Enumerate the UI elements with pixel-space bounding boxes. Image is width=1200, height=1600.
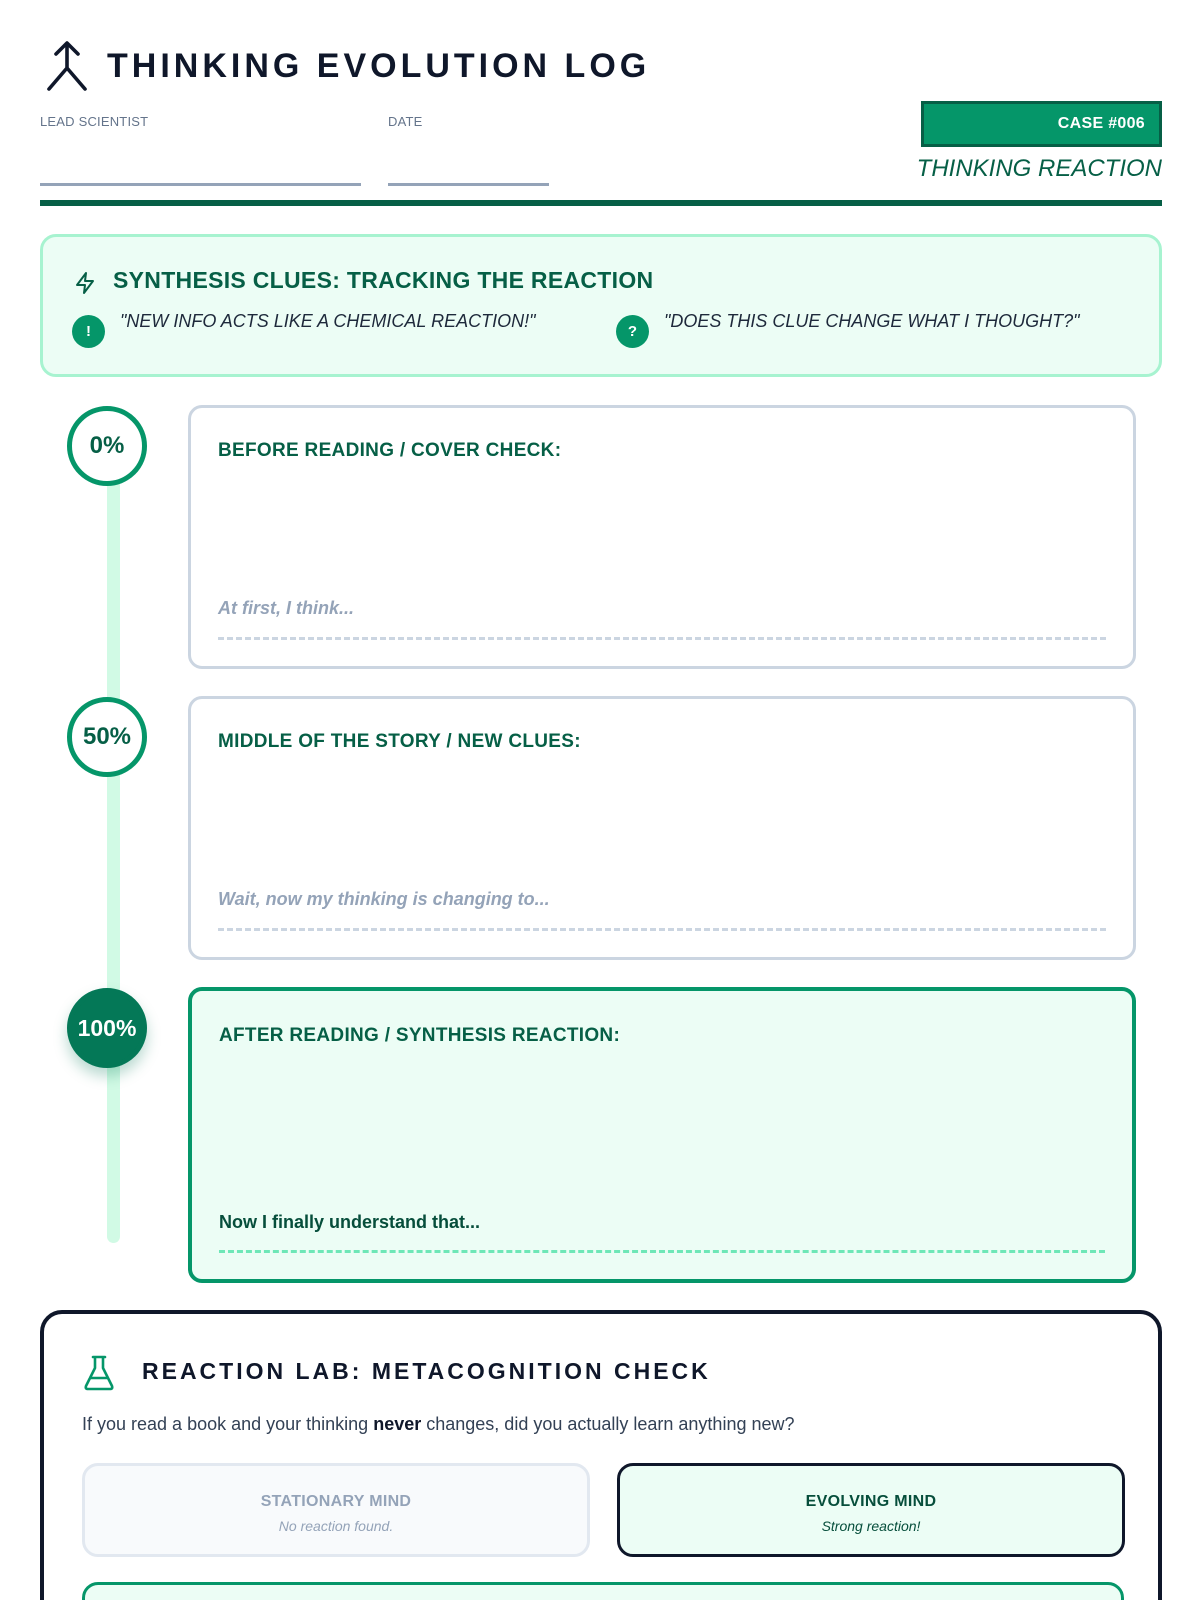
stage-title: MIDDLE OF THE STORY / NEW CLUES: xyxy=(218,731,581,752)
exclamation-icon: ! xyxy=(72,315,105,348)
clue-text: "NEW INFO ACTS LIKE A CHEMICAL REACTION!" xyxy=(120,311,536,331)
progress-marker-0: 0% xyxy=(67,406,147,486)
stage-card-before[interactable] xyxy=(188,405,1136,669)
progress-marker-100: 100% xyxy=(67,988,147,1068)
lead-scientist-field[interactable] xyxy=(40,183,361,186)
synthesis-clues-title: SYNTHESIS CLUES: TRACKING THE REACTION xyxy=(113,267,654,293)
question-icon: ? xyxy=(616,315,649,348)
writing-line xyxy=(218,637,1106,640)
choice-label: EVOLVING MIND xyxy=(805,1493,937,1510)
stage-prompt: At first, I think... xyxy=(218,598,355,618)
choice-subtext: Strong reaction! xyxy=(821,1518,921,1534)
page-title: THINKING EVOLUTION LOG xyxy=(107,47,651,85)
writing-line xyxy=(219,1250,1105,1253)
evolving-mind-option[interactable] xyxy=(617,1463,1125,1557)
progress-marker-50: 50% xyxy=(67,697,147,777)
stage-card-after[interactable] xyxy=(188,987,1136,1283)
lab-response-box[interactable] xyxy=(82,1582,1124,1600)
reaction-lab-title: REACTION LAB: METACOGNITION CHECK xyxy=(142,1358,711,1384)
date-field[interactable] xyxy=(388,183,549,186)
synthesis-clues-panel xyxy=(40,234,1162,377)
case-badge: CASE #006 xyxy=(921,101,1162,147)
choice-label: STATIONARY MIND xyxy=(260,1493,412,1510)
date-label: DATE xyxy=(388,114,423,129)
reaction-lab-panel xyxy=(40,1310,1162,1600)
header-divider xyxy=(40,200,1162,206)
lab-question: If you read a book and your thinking never changes, did you actually learn anything new? xyxy=(82,1414,795,1434)
lightning-bolt-icon xyxy=(73,271,97,295)
writing-line xyxy=(218,928,1106,931)
stationary-mind-option[interactable] xyxy=(82,1463,590,1557)
flask-icon xyxy=(82,1354,116,1392)
stage-card-middle[interactable] xyxy=(188,696,1136,960)
stage-title: BEFORE READING / COVER CHECK: xyxy=(218,440,562,461)
case-subtitle: THINKING REACTION xyxy=(916,155,1162,182)
stage-prompt: Now I finally understand that... xyxy=(219,1212,481,1232)
stage-title: AFTER READING / SYNTHESIS REACTION: xyxy=(219,1025,621,1046)
clue-text: "DOES THIS CLUE CHANGE WHAT I THOUGHT?" xyxy=(664,311,1080,331)
choice-subtext: No reaction found. xyxy=(278,1518,394,1534)
progress-track xyxy=(107,478,120,1243)
lead-scientist-label: LEAD SCIENTIST xyxy=(40,114,149,129)
stage-prompt: Wait, now my thinking is changing to... xyxy=(218,889,550,909)
merge-arrow-icon xyxy=(44,40,90,92)
